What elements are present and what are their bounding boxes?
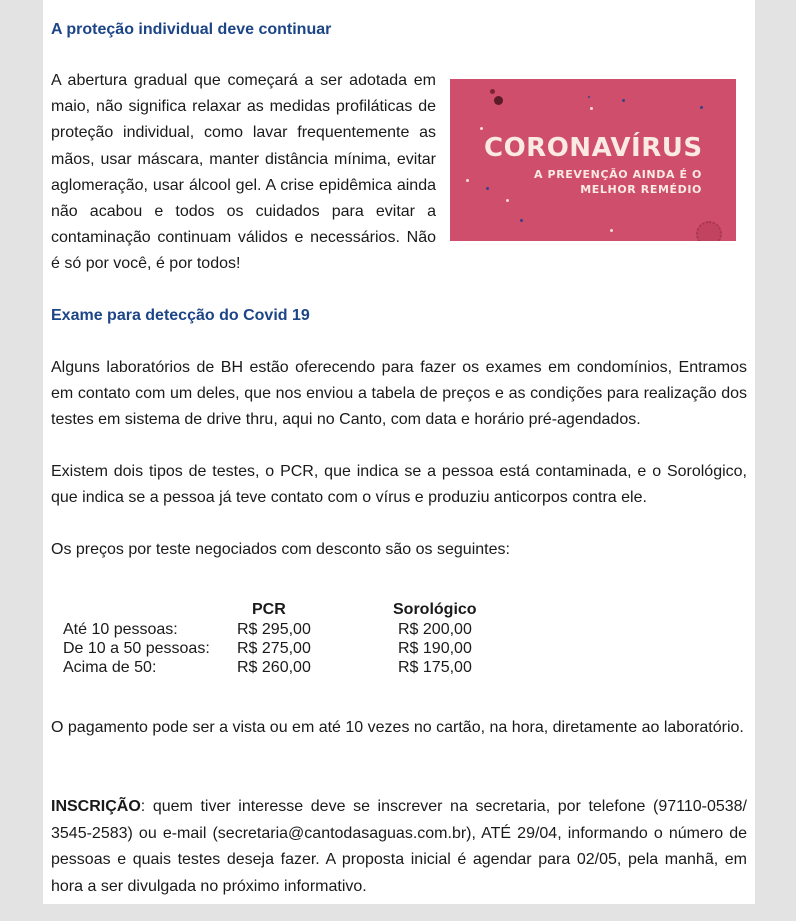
table-cell-pcr: R$ 275,00 bbox=[237, 640, 311, 657]
exam-paragraph-test-types: Existem dois tipos de testes, o PCR, que indica se a pessoa está contaminada, e o Sorológico, que indica se a pessoa já teve contato com o vírus e produziu anticorpos contra ele. bbox=[51, 463, 747, 506]
signup-paragraph bbox=[51, 794, 747, 900]
signup-text: : quem tiver interesse deve se inscrever na secretaria, por telefone (97110-0538/ 3545-2583) ou e-mail (secretaria@cantodasaguas.com.br), ATÉ 29/04, informando o número de pessoas e quais testes deseja fazer. A proposta inicial é agendar para 02/05, pela manhã, em hora a ser divulgada no próximo informativo. bbox=[51, 798, 747, 895]
exam-paragraph-labs: Alguns laboratórios de BH estão oferecendo para fazer os exames em condomínios, Entramos em contato com um deles, que nos enviou a tabela de preços e as condições para realização dos testes em sistema de drive thru, aqui no Canto, com data e horário pré-agendados. bbox=[51, 359, 747, 428]
payment-paragraph: O pagamento pode ser a vista ou em até 10 vezes no cartão, na hora, diretamente ao laboratório. bbox=[51, 719, 744, 736]
protection-paragraph: A abertura gradual que começará a ser adotada em maio, não significa relaxar as medidas profiláticas de proteção individual, como lavar frequentemente as mãos, usar máscara, manter distância mínima, evitar aglomeração, usar álcool gel. A crise epidêmica ainda não acabou e todos os cuidados para evitar a contaminação continuam válidos e necessários. Não é só por você, é por todos! bbox=[51, 72, 436, 273]
section-heading-protection: A proteção individual deve continuar bbox=[51, 21, 332, 38]
table-row-label: Acima de 50: bbox=[63, 659, 157, 676]
table-cell-sorologico: R$ 190,00 bbox=[398, 640, 472, 657]
banner-title: CORONAVÍRUS bbox=[484, 133, 703, 163]
section-heading-exam: Exame para detecção do Covid 19 bbox=[51, 307, 310, 324]
table-row-label: Até 10 pessoas: bbox=[63, 621, 178, 638]
banner-subtitle: A PREVENÇÃO AINDA É O MELHOR REMÉDIO bbox=[534, 168, 702, 196]
signup-label: INSCRIÇÃO bbox=[51, 798, 141, 815]
table-cell-sorologico: R$ 200,00 bbox=[398, 621, 472, 638]
table-cell-pcr: R$ 260,00 bbox=[237, 659, 311, 676]
exam-paragraph-prices-intro: Os preços por teste negociados com desconto são os seguintes: bbox=[51, 541, 510, 558]
table-header-sorologico: Sorológico bbox=[393, 601, 477, 618]
newsletter-page bbox=[43, 0, 755, 904]
protection-section bbox=[51, 68, 747, 278]
table-row-label: De 10 a 50 pessoas: bbox=[63, 640, 210, 657]
coronavirus-banner-image bbox=[450, 79, 736, 241]
table-cell-pcr: R$ 295,00 bbox=[237, 621, 311, 638]
table-header-pcr: PCR bbox=[252, 601, 286, 618]
table-cell-sorologico: R$ 175,00 bbox=[398, 659, 472, 676]
